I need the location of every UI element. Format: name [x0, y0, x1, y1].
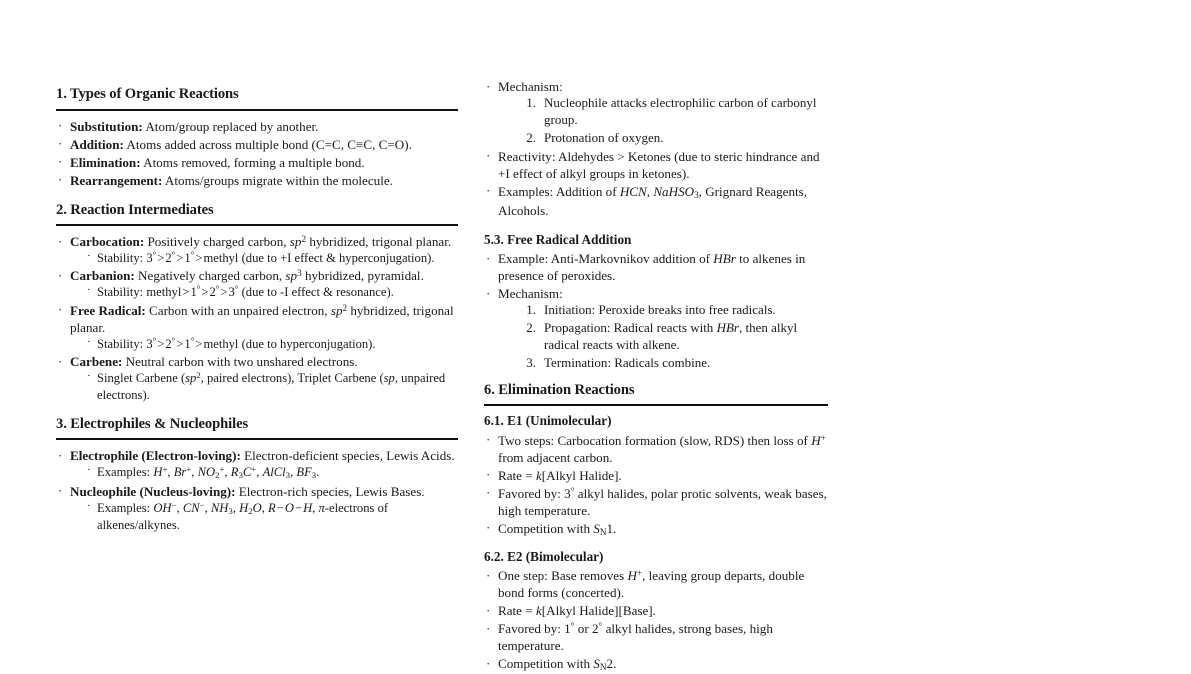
- list-item: [56, 353, 458, 403]
- math-electrophile-examples: $BF_3$: [296, 465, 317, 481]
- subsection-heading: 6.1. E1 (Unimolecular): [484, 413, 612, 429]
- math-hbr: HBr: [713, 251, 736, 267]
- bullet-glyph: ·: [486, 432, 491, 448]
- math-electrophile-examples: $NO_2^+$: [197, 464, 225, 481]
- sub-list-item: [86, 284, 458, 300]
- sub-bullet-list: [70, 370, 458, 403]
- item-text: One step: Base removes: [498, 568, 625, 584]
- mechanism-label: Mechanism:: [498, 286, 563, 302]
- bullet-glyph: ·: [486, 602, 491, 618]
- section-free-radical-addition: [484, 232, 828, 372]
- numbered-step-list: [498, 95, 828, 147]
- math-electrophile-examples: H+: [153, 464, 168, 480]
- step-number: 2.: [526, 320, 536, 336]
- math-electrophile-examples: AlCl$_3$: [262, 465, 291, 481]
- bullet-list: [484, 78, 828, 219]
- bullet-glyph: ·: [486, 485, 491, 501]
- sub-list-item: [86, 250, 458, 266]
- favored-by-text: Favored by: 1° or 2° alkyl halides, strong bases, high temperature.: [498, 621, 773, 654]
- math-nucleophile-examples: $NH_3$: [210, 500, 233, 516]
- mechanism-label: Mechanism:: [498, 79, 563, 94]
- subsection-heading: 6.2. E2 (Bimolecular): [484, 548, 604, 564]
- list-item: [484, 467, 828, 484]
- right-column: [484, 0, 828, 673]
- list-item: [56, 172, 458, 189]
- item-text: Atoms removed, forming a multiple bond.: [143, 154, 365, 170]
- math-sn1-number: 1: [606, 520, 614, 536]
- list-item: [56, 483, 458, 534]
- stability-suffix: (due to hyperconjugation).: [241, 336, 376, 351]
- bullet-glyph: ·: [58, 447, 63, 463]
- bullet-glyph: ·: [486, 467, 491, 483]
- list-item: [484, 567, 828, 601]
- step-text-after: , then alkyl radical reacts with alkene.: [544, 320, 798, 352]
- stability-suffix: (due to -I effect & resonance).: [241, 285, 394, 300]
- item-text: Positively charged carbon,: [147, 234, 287, 250]
- step-number: 1.: [526, 302, 536, 318]
- bullet-glyph: ·: [58, 118, 63, 133]
- heading-rule: [484, 404, 828, 406]
- section-continuation-nucleophilic-addition: [484, 78, 828, 219]
- item-label: Substitution:: [70, 118, 143, 134]
- stability-prefix: Stability:: [97, 336, 144, 351]
- item-label: Electrophile (Electron-loving):: [70, 448, 241, 464]
- item-label: Carbene:: [70, 354, 123, 370]
- math-electrophile-examples: Br+: [173, 464, 192, 480]
- sub-list-item: [86, 336, 458, 352]
- math-hybridization: $sp^2$: [289, 233, 307, 250]
- step-text: Propagation: Radical reacts with: [544, 320, 714, 336]
- list-item: [484, 520, 828, 539]
- examples-suffix: , Grignard Reagents, Alcohols.: [498, 183, 808, 218]
- sub-bullet-list: [70, 336, 458, 352]
- bullet-list: [56, 118, 458, 189]
- subsection-e2-bimolecular: [484, 549, 828, 674]
- section-heading: 2. Reaction Intermediates: [56, 201, 214, 218]
- bullet-glyph: ·: [58, 154, 63, 170]
- step-text: Termination: Radicals combine.: [544, 354, 711, 370]
- bullet-glyph: ·: [486, 620, 491, 636]
- math-rate-expression: [Alkyl Halide][Base]: [541, 603, 653, 619]
- bullet-list: [484, 432, 828, 539]
- bullet-glyph: ·: [58, 136, 63, 152]
- rate-law: Rate = k[Alkyl Halide][Base].: [498, 603, 656, 619]
- list-item: [56, 233, 458, 266]
- bullet-glyph: ·: [87, 335, 91, 348]
- step-text: Protonation of oxygen.: [544, 129, 664, 145]
- math-nucleophile-examples: CN−: [182, 499, 205, 515]
- math-sp2: $sp^2$: [185, 370, 201, 386]
- math-rate-expression: [Alkyl Halide]: [541, 467, 619, 483]
- bullet-glyph: ·: [58, 302, 63, 318]
- math-stability-order: 3°>2°>1°>methyl: [146, 250, 239, 266]
- item-label: Elimination:: [70, 154, 141, 170]
- bullet-glyph: ·: [486, 285, 491, 301]
- math-hybridization: $sp^3$: [285, 268, 302, 284]
- list-item: [56, 136, 458, 153]
- subsection-e1-unimolecular: [484, 413, 828, 539]
- math-sn2-number: 2: [606, 656, 614, 672]
- sub-bullet-list: [70, 284, 458, 300]
- favored-by-text: Favored by: 3° alkyl halides, polar protic solvents, weak bases, high temperature.: [498, 485, 827, 518]
- bullet-glyph: ·: [486, 520, 491, 536]
- item-text-after: hybridized, trigonal planar.: [309, 234, 452, 250]
- list-item: [484, 432, 828, 466]
- item-label: Carbocation:: [70, 234, 145, 250]
- sub-list-item: · Examples: OH−, CN−, $NH_3$, $H_2O$, R−O−H, π-electrons of alkenes/alkynes.: [87, 499, 389, 533]
- bullet-list: [484, 567, 828, 674]
- list-item: [484, 485, 828, 519]
- math-sn2: $S_N$: [593, 656, 607, 673]
- bullet-glyph: ·: [486, 78, 491, 94]
- list-item: [484, 250, 828, 284]
- item-label: Free Radical:: [70, 302, 146, 318]
- list-item: [484, 285, 828, 372]
- list-item: · Examples: Addition of HCN, NaHSO$_3$, Grignard Reagents, Alcohols.: [486, 183, 808, 218]
- math-stability-order: 3°>2°>1°>methyl: [146, 336, 239, 351]
- item-text-after: , leaving group departs, double bond forms (concerted).: [498, 568, 805, 601]
- item-text: Two steps: Carbocation formation (slow, RDS) then loss of: [498, 432, 808, 448]
- step-item: [516, 130, 828, 147]
- sub-bullet-list: [70, 464, 458, 481]
- stability-suffix: (due to +I effect & hyperconjugation).: [241, 251, 435, 266]
- left-column: [56, 0, 458, 626]
- numbered-step-list: [498, 302, 828, 372]
- stability-prefix: Stability:: [97, 251, 144, 266]
- list-item: [56, 118, 458, 135]
- bullet-list: [484, 250, 828, 372]
- examples-prefix: Examples: Addition of: [498, 183, 617, 199]
- section-elimination-reactions: [484, 382, 828, 674]
- math-nahso3: NaHSO$_3$: [653, 183, 699, 200]
- section-types-of-organic-reactions: [56, 86, 458, 189]
- math-hybridization: $sp^2$: [330, 302, 348, 318]
- math-h-plus: H+: [811, 432, 826, 448]
- bullet-glyph: ·: [87, 284, 91, 297]
- step-item: [516, 320, 828, 354]
- list-item: [56, 447, 458, 481]
- sub-bullet-list: [70, 250, 458, 266]
- examples-prefix: Examples:: [97, 500, 151, 515]
- bullet-glyph: ·: [58, 233, 63, 249]
- item-text: Carbon with an unpaired electron,: [149, 302, 328, 318]
- carbene-types: Singlet Carbene ($sp^2$, paired electrons), Triplet Carbene (sp, unpaired electrons).: [97, 370, 446, 402]
- list-item: [484, 620, 828, 654]
- step-number: 1.: [526, 95, 536, 111]
- step-item: [516, 302, 828, 319]
- bullet-glyph: ·: [58, 172, 63, 188]
- bullet-glyph: ·: [87, 370, 91, 383]
- math-h-plus: H+: [627, 568, 643, 584]
- reactivity-text: Reactivity: Aldehydes > Ketones (due to steric hindrance and +I effect of alkyl groups in ketones).: [498, 148, 820, 181]
- rate-law: Rate = k[Alkyl Halide].: [498, 467, 622, 483]
- list-item: [484, 655, 828, 674]
- heading-rule: [56, 109, 458, 111]
- list-item: [484, 78, 828, 147]
- list-item: [56, 302, 458, 352]
- math-rate-constant: k: [535, 467, 542, 483]
- item-text: Example: Anti-Markovnikov addition of: [498, 251, 711, 267]
- bullet-glyph: ·: [486, 148, 491, 164]
- list-item: [484, 602, 828, 619]
- list-item: [56, 154, 458, 171]
- item-label: Carbanion:: [70, 268, 135, 284]
- step-item: [516, 95, 828, 129]
- item-label: Addition:: [70, 136, 124, 152]
- bullet-glyph: ·: [486, 250, 491, 266]
- stability-prefix: Stability:: [97, 285, 144, 300]
- step-text: Initiation: Peroxide breaks into free radicals.: [544, 302, 776, 318]
- competition-text: Competition with $S_N1$.: [498, 520, 617, 537]
- bullet-glyph: ·: [87, 250, 91, 263]
- item-text-after: to alkenes in presence of peroxides.: [498, 251, 806, 284]
- item-text: Atoms/groups migrate within the molecule.: [164, 172, 393, 188]
- section-reaction-intermediates: [56, 202, 458, 403]
- step-text: Nucleophile attacks electrophilic carbon of carbonyl group.: [544, 95, 817, 127]
- sub-list-item: · Examples: H+, Br+, $NO_2^+$, $R_3C^+$, AlCl$_3$, $BF_3$.: [87, 464, 320, 481]
- item-text: Neutral carbon with two unshared electrons.: [125, 354, 358, 370]
- item-text: Electron-deficient species, Lewis Acids.: [244, 448, 455, 464]
- step-number: 2.: [526, 129, 536, 145]
- subsection-heading: 5.3. Free Radical Addition: [484, 231, 632, 247]
- item-text-after: from adjacent carbon.: [498, 449, 613, 465]
- bullet-glyph: ·: [486, 183, 491, 199]
- competition-text: Competition with $S_N2$.: [498, 656, 617, 673]
- bullet-glyph: ·: [87, 499, 91, 512]
- examples-prefix: Examples:: [97, 465, 151, 480]
- section-electrophiles-nucleophiles: [56, 416, 458, 534]
- bullet-glyph: ·: [486, 567, 491, 583]
- math-nucleophile-examples: $H_2O$: [239, 500, 262, 516]
- section-heading: 6. Elimination Reactions: [484, 381, 635, 398]
- list-item: [56, 267, 458, 300]
- math-electrophile-examples: $R_3C^+$: [230, 464, 257, 481]
- sub-list-item: [86, 370, 458, 403]
- math-nucleophile-examples: OH−: [153, 499, 177, 515]
- list-item: [484, 148, 828, 182]
- step-item: [516, 355, 828, 372]
- heading-rule: [56, 438, 458, 440]
- bullet-glyph: ·: [58, 267, 63, 283]
- heading-rule: [56, 224, 458, 226]
- math-pi-symbol: π: [318, 500, 325, 515]
- math-rate-constant: k: [535, 603, 542, 619]
- math-sn1: $S_N$: [593, 520, 607, 537]
- section-heading: 3. Electrophiles & Nucleophiles: [56, 415, 249, 432]
- bullet-glyph: ·: [58, 353, 63, 369]
- item-text-after: hybridized, pyramidal.: [304, 268, 424, 284]
- item-label: Rearrangement:: [70, 172, 163, 188]
- item-label: Nucleophile (Nucleus-loving):: [70, 483, 236, 499]
- math-nucleophile-examples: R−O−H: [268, 500, 313, 515]
- section-heading: 1. Types of Organic Reactions: [56, 86, 239, 102]
- item-text: Electron-rich species, Lewis Bases.: [238, 483, 425, 499]
- math-stability-order: methyl>1°>2°>3°: [146, 284, 239, 300]
- bullet-glyph: ·: [486, 655, 491, 671]
- sub-bullet-list: [70, 500, 458, 534]
- math-hbr: HBr: [716, 320, 739, 336]
- item-text: Atoms added across multiple bond (C=C, C≡C, C=O).: [126, 136, 412, 152]
- item-text-after: hybridized, trigonal planar.: [70, 302, 454, 335]
- step-number: 3.: [526, 354, 536, 370]
- math-sp: sp: [383, 371, 395, 386]
- item-text: Atom/group replaced by another.: [145, 118, 319, 134]
- bullet-list: [56, 447, 458, 533]
- item-text: Negatively charged carbon,: [138, 268, 283, 284]
- bullet-glyph: ·: [87, 464, 91, 477]
- bullet-glyph: ·: [58, 483, 63, 499]
- bullet-list: [56, 233, 458, 403]
- math-hcn: HCN: [619, 183, 647, 199]
